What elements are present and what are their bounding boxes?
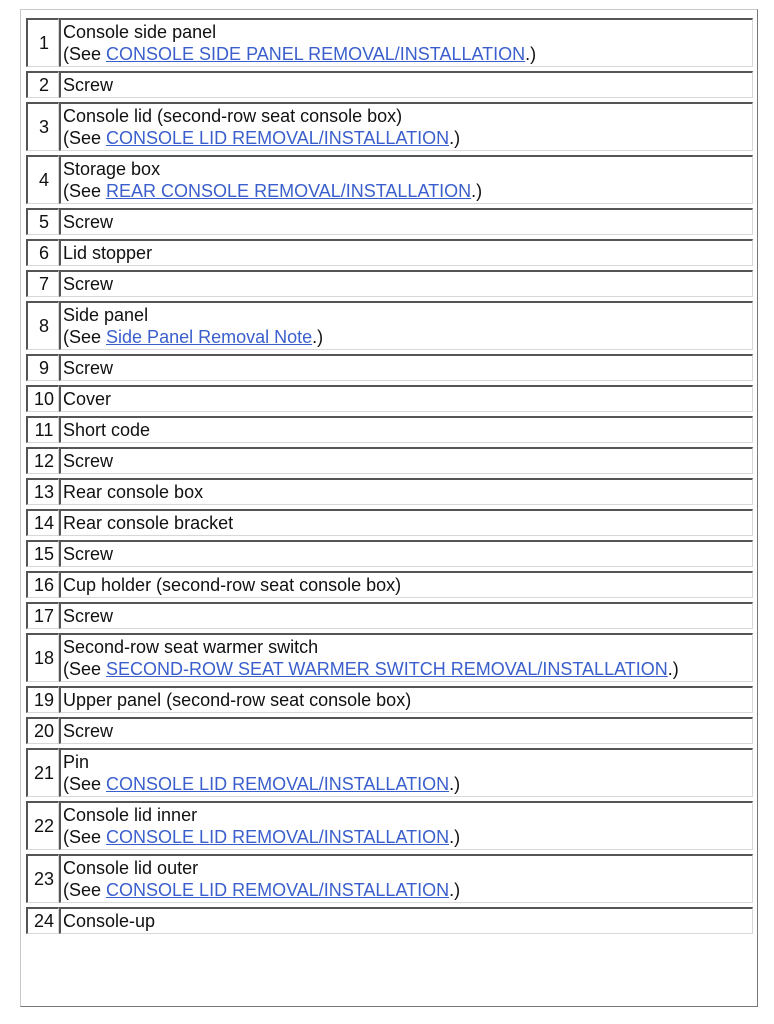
- item-description: Cup holder (second-row seat console box): [63, 575, 402, 595]
- table-row: [26, 416, 753, 443]
- item-description-cell: [59, 447, 753, 474]
- item-number: 9: [26, 354, 59, 381]
- item-description-cell: [59, 239, 753, 266]
- item-description-cell: [59, 416, 753, 443]
- item-description-cell: [59, 907, 753, 934]
- item-number: 1: [26, 18, 59, 67]
- item-description: Console lid (second-row seat console box): [63, 106, 403, 126]
- item-number: 21: [26, 748, 59, 797]
- see-suffix: .): [667, 659, 679, 679]
- item-description: Screw: [63, 606, 114, 626]
- table-row: [26, 540, 753, 567]
- item-description-cell: [59, 717, 753, 744]
- see-prefix: (See: [63, 659, 107, 679]
- see-prefix: (See: [63, 774, 107, 794]
- item-description: Pin: [63, 752, 90, 772]
- item-number: 2: [26, 71, 59, 98]
- table-row: [26, 907, 753, 934]
- item-description: Lid stopper: [63, 243, 153, 263]
- item-number: 24: [26, 907, 59, 934]
- see-reference: [63, 658, 752, 680]
- item-description-cell: [59, 686, 753, 713]
- see-reference: [63, 127, 752, 149]
- see-reference: [63, 826, 752, 848]
- table-row: [26, 748, 753, 797]
- reference-link[interactable]: CONSOLE LID REMOVAL/INSTALLATION: [106, 128, 450, 148]
- item-description: Side panel: [63, 305, 149, 325]
- item-description: Short code: [63, 420, 151, 440]
- reference-link[interactable]: REAR CONSOLE REMOVAL/INSTALLATION: [106, 181, 472, 201]
- table-row: [26, 301, 753, 350]
- reference-link[interactable]: CONSOLE LID REMOVAL/INSTALLATION: [106, 880, 450, 900]
- item-description-cell: [59, 155, 753, 204]
- item-number: 7: [26, 270, 59, 297]
- item-description: Screw: [63, 75, 114, 95]
- item-number: 12: [26, 447, 59, 474]
- see-prefix: (See: [63, 880, 107, 900]
- item-number: 13: [26, 478, 59, 505]
- reference-link[interactable]: CONSOLE LID REMOVAL/INSTALLATION: [106, 827, 450, 847]
- table-row: [26, 208, 753, 235]
- table-row: [26, 854, 753, 903]
- see-prefix: (See: [63, 827, 107, 847]
- see-reference: [63, 879, 752, 901]
- item-number: 19: [26, 686, 59, 713]
- item-description: Console-up: [63, 911, 156, 931]
- see-prefix: (See: [63, 327, 107, 347]
- item-number: 3: [26, 102, 59, 151]
- table-row: [26, 633, 753, 682]
- item-description: Screw: [63, 212, 114, 232]
- see-suffix: .): [449, 774, 461, 794]
- table-row: [26, 354, 753, 381]
- item-description: Upper panel (second-row seat console box): [63, 690, 412, 710]
- item-description-cell: [59, 301, 753, 350]
- item-description: Second-row seat warmer switch: [63, 637, 319, 657]
- see-prefix: (See: [63, 181, 107, 201]
- see-reference: [63, 180, 752, 202]
- item-description-cell: [59, 633, 753, 682]
- item-description-cell: [59, 18, 753, 67]
- see-prefix: (See: [63, 44, 107, 64]
- item-description: Screw: [63, 274, 114, 294]
- parts-table-body: [26, 18, 753, 934]
- item-number: 16: [26, 571, 59, 598]
- item-description: Rear console bracket: [63, 513, 234, 533]
- item-description: Storage box: [63, 159, 161, 179]
- item-description-cell: [59, 801, 753, 850]
- table-row: [26, 478, 753, 505]
- item-number: 4: [26, 155, 59, 204]
- item-description-cell: [59, 71, 753, 98]
- item-description-cell: [59, 478, 753, 505]
- table-row: [26, 571, 753, 598]
- parts-table: [26, 14, 753, 938]
- item-description: Console side panel: [63, 22, 217, 42]
- item-number: 11: [26, 416, 59, 443]
- table-row: [26, 18, 753, 67]
- item-description: Cover: [63, 389, 112, 409]
- item-description-cell: [59, 540, 753, 567]
- item-number: 10: [26, 385, 59, 412]
- reference-link[interactable]: SECOND-ROW SEAT WARMER SWITCH REMOVAL/INSTALLATION: [106, 659, 668, 679]
- parts-table-frame: [20, 9, 758, 1007]
- item-description-cell: [59, 571, 753, 598]
- item-description: Screw: [63, 544, 114, 564]
- item-description: Screw: [63, 451, 114, 471]
- table-row: [26, 509, 753, 536]
- item-number: 8: [26, 301, 59, 350]
- table-row: [26, 686, 753, 713]
- item-number: 15: [26, 540, 59, 567]
- table-row: [26, 102, 753, 151]
- table-row: [26, 239, 753, 266]
- table-row: [26, 602, 753, 629]
- table-row: [26, 447, 753, 474]
- see-suffix: .): [449, 827, 461, 847]
- see-suffix: .): [449, 128, 461, 148]
- see-prefix: (See: [63, 128, 107, 148]
- item-description: Screw: [63, 358, 114, 378]
- see-suffix: .): [449, 880, 461, 900]
- table-row: [26, 801, 753, 850]
- see-reference: [63, 773, 752, 795]
- item-description-cell: [59, 102, 753, 151]
- item-description-cell: [59, 208, 753, 235]
- item-number: 23: [26, 854, 59, 903]
- see-suffix: .): [525, 44, 537, 64]
- item-number: 5: [26, 208, 59, 235]
- item-description-cell: [59, 270, 753, 297]
- see-suffix: .): [312, 327, 324, 347]
- table-row: [26, 385, 753, 412]
- see-reference: [63, 326, 752, 348]
- item-description: Rear console box: [63, 482, 204, 502]
- item-number: 22: [26, 801, 59, 850]
- item-number: 17: [26, 602, 59, 629]
- item-description-cell: [59, 385, 753, 412]
- item-description-cell: [59, 854, 753, 903]
- item-number: 6: [26, 239, 59, 266]
- table-row: [26, 270, 753, 297]
- item-number: 18: [26, 633, 59, 682]
- reference-link[interactable]: CONSOLE LID REMOVAL/INSTALLATION: [106, 774, 450, 794]
- reference-link[interactable]: Side Panel Removal Note: [106, 327, 313, 347]
- reference-link[interactable]: CONSOLE SIDE PANEL REMOVAL/INSTALLATION: [106, 44, 526, 64]
- item-description: Screw: [63, 721, 114, 741]
- table-row: [26, 71, 753, 98]
- item-description-cell: [59, 602, 753, 629]
- item-description-cell: [59, 354, 753, 381]
- item-description-cell: [59, 509, 753, 536]
- item-description: Console lid inner: [63, 805, 198, 825]
- table-row: [26, 717, 753, 744]
- table-row: [26, 155, 753, 204]
- item-description-cell: [59, 748, 753, 797]
- item-number: 14: [26, 509, 59, 536]
- see-suffix: .): [471, 181, 483, 201]
- see-reference: [63, 43, 752, 65]
- item-description: Console lid outer: [63, 858, 199, 878]
- item-number: 20: [26, 717, 59, 744]
